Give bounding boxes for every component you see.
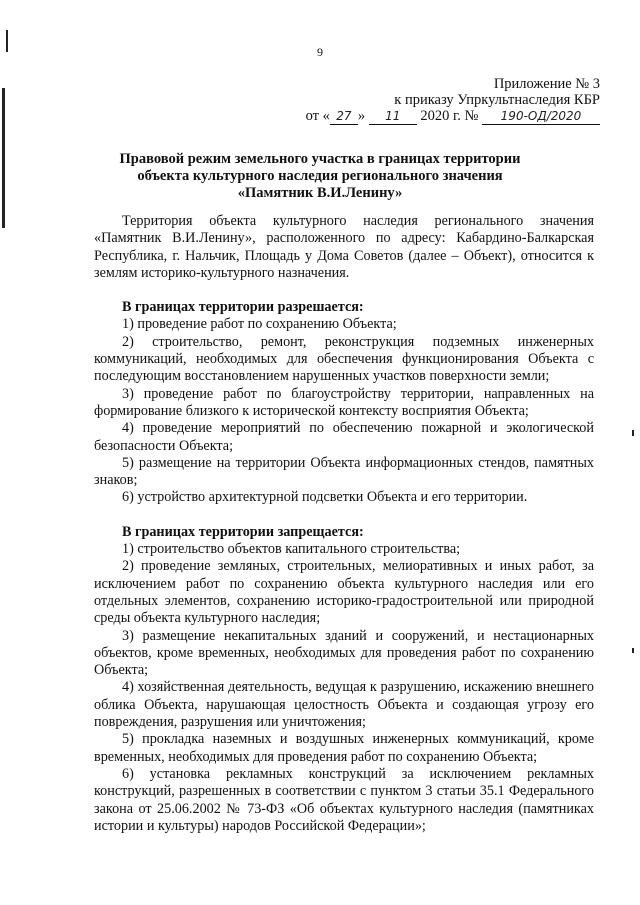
- allowed-heading: В границах территории разрешается:: [122, 299, 364, 316]
- allowed-item-5: 5) размещение на территории Объекта информационных стендов, памятных знаков;: [94, 454, 594, 489]
- prohibited-item-6: 6) установка рекламных конструкций за исключением рекламных конструкций, разрешенных в соответствии с пунктом 3 статьи 35.1 Федерального закона от 25.06.2002 № 73-ФЗ «Об объектах культурного наследия (памятниках истории и культуры) народов Российской Федерации»;: [94, 765, 594, 834]
- spacer: [94, 282, 594, 299]
- prohibited-item-5: 5) прокладка наземных и воздушных инженерных коммуникаций, кроме временных, необходимых для проведения работ по сохранению Объекта;: [94, 731, 594, 765]
- title-line-1: Правовой режим земельного участка в границах территории: [119, 151, 521, 167]
- document-title: [60, 151, 580, 202]
- allowed-item-3: 3) проведение работ по благоустройству территории, направленных на формирование близкого к исторической контексту восприятия Объекта;: [94, 385, 594, 419]
- allowed-item-4: 4) проведение мероприятий по обеспечению пожарной и экологической безопасности Объекта;: [94, 420, 594, 454]
- year-and-number-label: 2020 г. №: [420, 108, 479, 124]
- handwritten-day: 27: [330, 108, 358, 125]
- scan-mark-right-2: [632, 648, 634, 653]
- title-line-2: объекта культурного наследия регионального значения: [137, 168, 503, 184]
- title-line-3: «Памятник В.И.Ленину»: [237, 185, 403, 201]
- allowed-item-2: 2) строительство, ремонт, реконструкция подземных инженерных коммуникаций, необходимых для обеспечения функционирования Объекта с последующим восстановлением нарушенных участков поверхности земли;: [94, 333, 594, 385]
- appendix-label: Приложение № 3: [493, 76, 600, 92]
- page-number: 9: [317, 45, 323, 59]
- scan-mark-right: [632, 430, 634, 436]
- appendix-date-line: [200, 108, 600, 125]
- intro-paragraph: Территория объекта культурного наследия регионального значения «Памятник В.И.Ленину», расположенного по адресу: Кабардино-Балкарская Республика, г. Нальчик, Площадь у Дома Советов (далее – Объект), относится к землям историко-культурного назначения.: [94, 213, 594, 281]
- date-prefix: от «: [305, 108, 330, 124]
- prohibited-item-2: 2) проведение земляных, строительных, мелиоративных и иных работ, за исключением работ по сохранению объекта культурного наследия или его отдельных элементов, сохранению историко-градостроительной или природной среды объекта культурного наследия;: [94, 558, 594, 627]
- appendix-order-ref: к приказу Упркультнаследия КБР: [394, 92, 600, 108]
- prohibited-item-1: 1) строительство объектов капитального строительства;: [122, 541, 461, 558]
- scan-mark-left-mid: [2, 88, 5, 228]
- allowed-item-1: 1) проведение работ по сохранению Объекта;: [122, 316, 397, 333]
- prohibited-item-3: 3) размещение некапитальных зданий и сооружений, и нестационарных объектов, кроме временных, необходимых для проведения работ по сохранению Объекта;: [94, 627, 594, 679]
- document-body: [94, 213, 594, 835]
- allowed-item-6: 6) устройство архитектурной подсветки Объекта и его территории.: [122, 489, 528, 506]
- appendix-header: [200, 76, 600, 125]
- handwritten-month: 11: [369, 108, 417, 125]
- prohibited-item-4: 4) хозяйственная деятельность, ведущая к разрушению, искажению внешнего облика Объекта, нарушающая целостность Объекта и создающая угрозу его повреждения, разрушения или уничтожения;: [94, 679, 594, 731]
- prohibited-heading: В границах территории запрещается:: [122, 523, 364, 540]
- spacer: [94, 507, 594, 524]
- date-quote: »: [357, 108, 366, 124]
- handwritten-order-number: 190-ОД/2020: [482, 108, 600, 125]
